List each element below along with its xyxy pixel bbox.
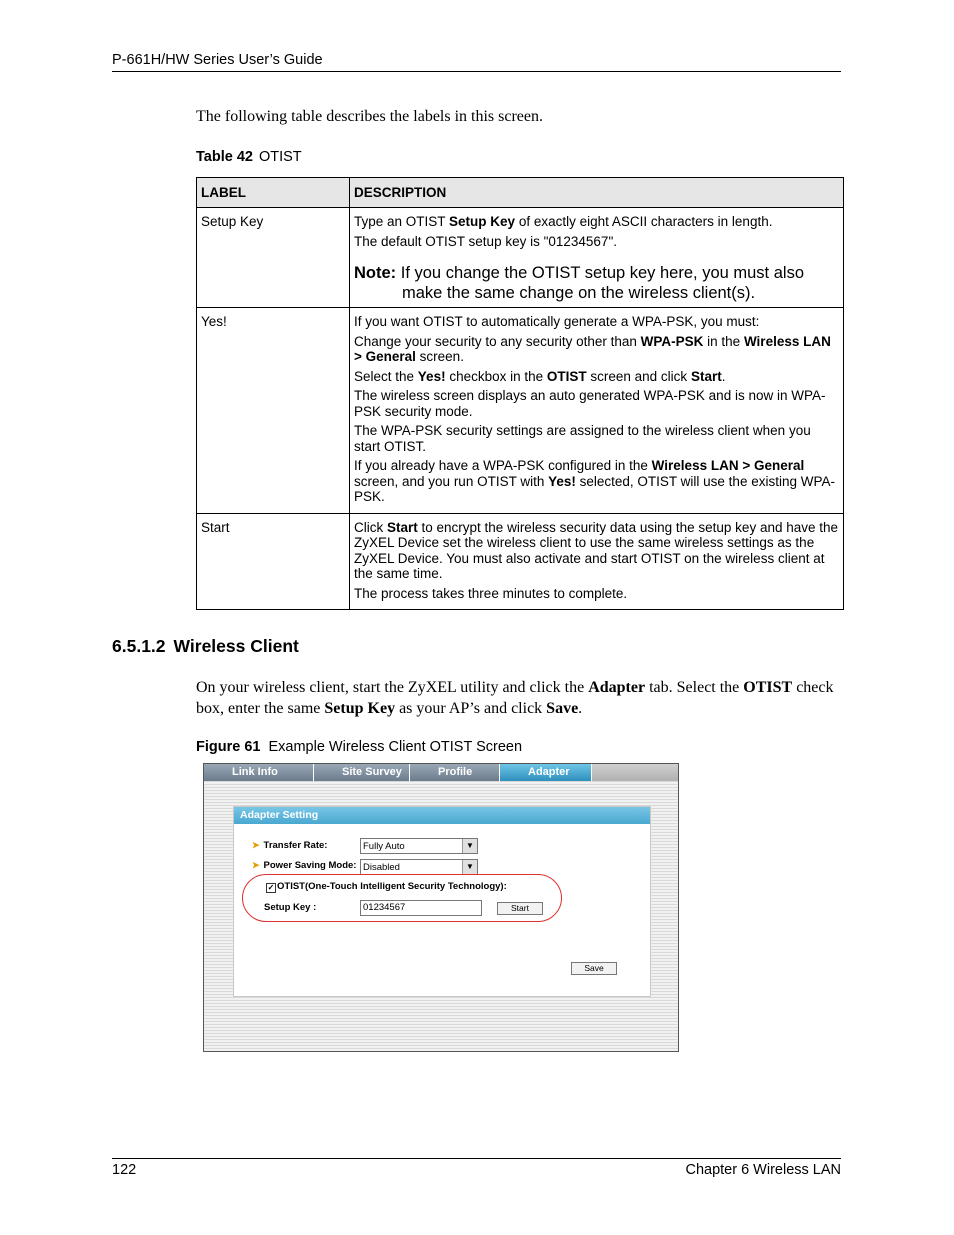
header-rule (112, 71, 841, 72)
bold-text: Save (546, 699, 579, 717)
tab-bar-filler (592, 764, 678, 781)
running-header: P-661H/HW Series User’s Guide (112, 52, 323, 68)
transfer-rate-row (252, 840, 327, 851)
bold-text: Adapter (588, 679, 646, 696)
bold-text: Start (387, 519, 418, 535)
table-row (197, 308, 844, 514)
figure-caption-title: Example Wireless Client OTIST Screen (268, 739, 523, 755)
note-label: Note: (354, 264, 397, 282)
bold-text: WPA-PSK (640, 333, 704, 349)
figure-caption (196, 739, 522, 755)
transfer-rate-label: Transfer Rate: (263, 840, 328, 851)
start-button[interactable]: Start (497, 902, 543, 915)
table-row (197, 208, 844, 308)
chevron-down-icon[interactable]: ▼ (462, 839, 477, 853)
bullet-arrow-icon: ➤ (252, 840, 260, 850)
text: . (721, 368, 726, 384)
setup-key-row (264, 902, 316, 913)
header-label: LABEL (197, 178, 350, 208)
text: tab. Select the (645, 679, 744, 696)
tab-bar (204, 764, 678, 781)
text: in the (703, 333, 744, 349)
row-label: Yes! (197, 308, 350, 514)
text: The WPA-PSK security settings are assigned to the wireless client when you start OTIST. (354, 423, 811, 454)
text: Click (354, 519, 387, 535)
section-number: 6.5.1.2 (112, 636, 166, 656)
section-title: Wireless Client (173, 636, 299, 656)
chapter-title: Chapter 6 Wireless LAN (685, 1162, 841, 1178)
row-label: Setup Key (197, 208, 350, 308)
power-saving-row (252, 860, 356, 871)
text: check box, enter the same (196, 679, 834, 717)
row-description (350, 513, 844, 610)
text: . (578, 699, 583, 717)
power-saving-select[interactable] (360, 859, 478, 875)
tab-site-survey[interactable]: Site Survey (314, 764, 410, 781)
text: The process takes three minutes to complete. (354, 585, 628, 601)
table-caption-title: OTIST (258, 149, 302, 165)
text: of exactly eight ASCII characters in length. (515, 214, 773, 229)
save-button[interactable]: Save (571, 962, 617, 975)
text: Select the (354, 368, 418, 384)
otist-table (196, 177, 844, 610)
adapter-setting-panel (233, 806, 651, 997)
row-description (350, 308, 844, 514)
checkbox-icon[interactable]: ✓ (267, 883, 275, 892)
transfer-rate-value: Fully Auto (363, 841, 405, 852)
text: selected, OTIST will use the existing WPA-PSK. (354, 473, 835, 504)
text: screen, and you run OTIST with (354, 473, 549, 489)
tab-profile[interactable]: Profile (410, 764, 500, 781)
text: checkbox in the (445, 368, 547, 384)
footer-rule (112, 1158, 841, 1159)
chevron-down-icon[interactable]: ▼ (462, 860, 477, 874)
tab-adapter[interactable]: Adapter (500, 764, 592, 781)
table-row (197, 513, 844, 610)
text: to encrypt the wireless security data using the setup key and have the ZyXEL Device set the wireless client to use the same wireless settings as the ZyXEL Device. You must also activate and start OTIST on the wireless client at the same time. (354, 519, 839, 581)
panel-title: Adapter Setting (234, 807, 650, 824)
setup-key-label: Setup Key : (264, 902, 317, 913)
text: Type an OTIST (354, 214, 450, 229)
header-description: DESCRIPTION (350, 178, 844, 208)
row-description (350, 208, 844, 308)
bold-text: Start (690, 368, 722, 384)
table-caption-label: Table 42 (196, 149, 253, 165)
body-paragraph (196, 678, 844, 719)
power-saving-value: Disabled (363, 862, 400, 873)
bold-text: OTIST (743, 679, 793, 696)
text: as your AP’s and click (395, 699, 547, 717)
text: The wireless screen displays an auto generated WPA-PSK and is now in WPA-PSK security mode. (354, 388, 826, 419)
bold-text: Wireless LAN > General (354, 333, 831, 364)
bullet-arrow-icon: ➤ (252, 860, 260, 870)
otist-row (266, 881, 507, 893)
otist-label: OTIST(One-Touch Intelligent Security Technology): (277, 881, 507, 892)
text: screen. (415, 349, 464, 364)
text: The default OTIST setup key is "01234567". (354, 233, 617, 249)
tab-link-info[interactable]: Link Info (204, 764, 314, 781)
row-label: Start (197, 513, 350, 610)
text: If you want OTIST to automatically generate a WPA-PSK, you must: (354, 314, 760, 329)
page-number: 122 (112, 1162, 137, 1178)
table-caption (196, 149, 302, 165)
text: If you already have a WPA-PSK configured in the (354, 458, 652, 473)
text: Change your security to any security other than (354, 333, 641, 349)
client-screenshot (203, 763, 679, 1052)
note-text: If you change the OTIST setup key here, you must also make the same change on the wireless client(s). (396, 264, 804, 302)
bold-text: Setup Key (449, 214, 516, 229)
text: On your wireless client, start the ZyXEL utility and click the (196, 679, 589, 696)
text: screen and click (586, 368, 691, 384)
section-heading (112, 636, 299, 657)
note (354, 263, 839, 303)
bold-text: Yes! (548, 473, 576, 489)
table-header-row (197, 178, 844, 208)
bold-text: Setup Key (324, 699, 396, 717)
bold-text: Wireless LAN > General (651, 458, 805, 473)
figure-caption-label: Figure 61 (196, 739, 261, 755)
bold-text: OTIST (546, 368, 587, 384)
bold-text: Yes! (417, 368, 446, 384)
intro-text: The following table describes the labels in this screen. (196, 108, 544, 125)
setup-key-input[interactable]: 01234567 (360, 900, 482, 916)
power-saving-label: Power Saving Mode: (263, 860, 357, 871)
transfer-rate-select[interactable] (360, 838, 478, 854)
